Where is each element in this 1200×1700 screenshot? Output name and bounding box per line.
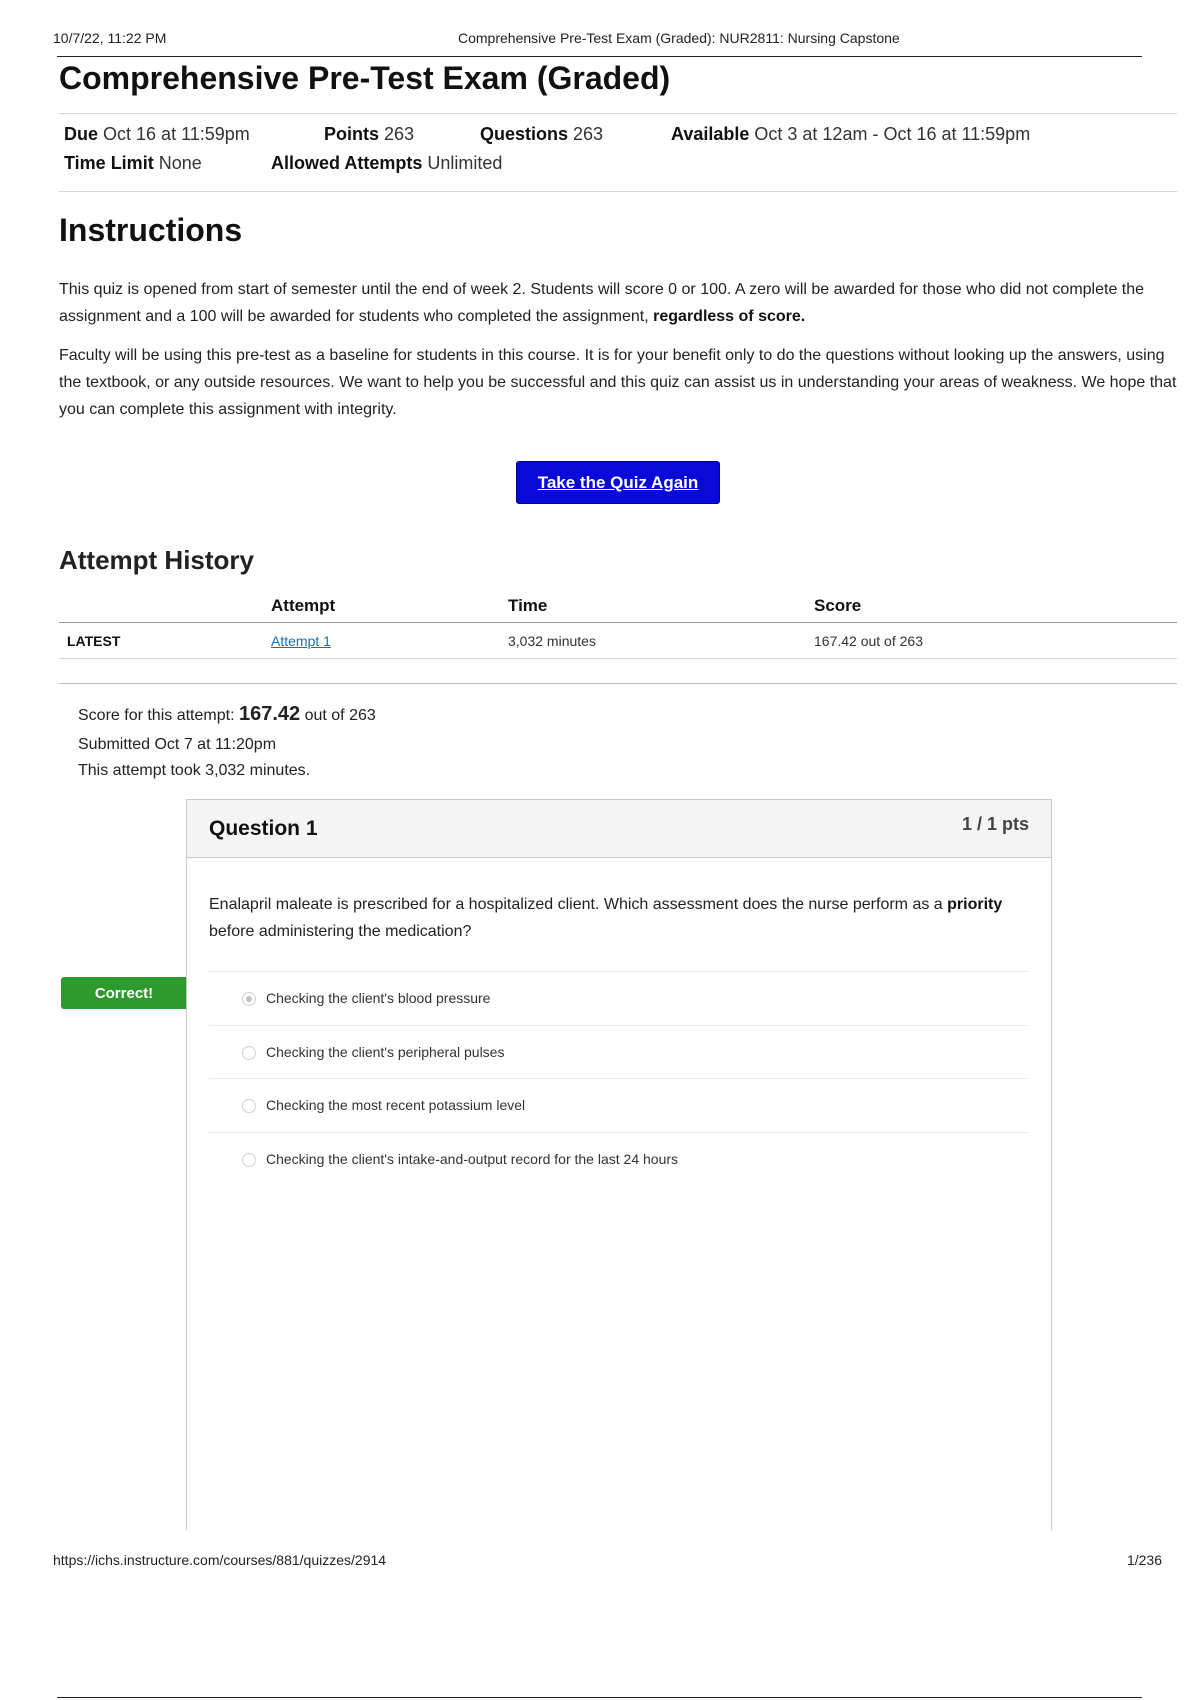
questions-label: Questions: [480, 124, 569, 144]
submitted-text: Submitted Oct 7 at 11:20pm: [78, 736, 277, 753]
print-date: 10/7/22, 11:22 PM: [53, 30, 167, 46]
column-header-attempt: Attempt: [271, 596, 336, 615]
attempt-1-link[interactable]: Attempt 1: [271, 633, 331, 649]
page-title: Comprehensive Pre-Test Exam (Graded): [59, 60, 671, 96]
time-limit-label: Time Limit: [64, 153, 154, 173]
instructions-heading: Instructions: [59, 212, 243, 248]
available-label: Available: [671, 124, 750, 144]
attempt-history-heading: Attempt History: [59, 545, 255, 575]
question-header: [187, 800, 1051, 858]
allowed-attempts-label: Allowed Attempts: [271, 153, 423, 173]
answer-text: Checking the most recent potassium level: [266, 1097, 526, 1113]
meta-time-limit: [64, 153, 202, 174]
attempt-score: 167.42 out of 263: [814, 633, 923, 649]
attempt-table-header-divider: [59, 622, 1177, 623]
instructions-paragraph-1: [59, 276, 1179, 330]
score-value: 167.42: [238, 703, 301, 725]
points-label: Points: [324, 124, 380, 144]
answer-radio[interactable]: [242, 1046, 256, 1060]
instructions-paragraph-2: Faculty will be using this pre-test as a baseline for students in this course. It is for your benefit only to do the questions without looking up the answers, using the textbook, or any outside resources. We want to help you be successful and this quiz can assist us in understanding your areas of weakness. We hope that you can complete this assignment with integrity.: [59, 347, 1177, 418]
question-text-bold: priority: [947, 896, 1003, 913]
title-divider: [59, 113, 1177, 114]
column-header-score: Score: [814, 596, 862, 615]
instructions-p1-text: This quiz is opened from start of semester until the end of week 2. Students will score 0 or 100. A zero will be awarded for those who did not complete the assignment and a 100 will be awarded for students who completed the assignment,: [59, 281, 1145, 325]
answer-option[interactable]: [209, 971, 1029, 1025]
bottom-divider: [57, 1697, 1142, 1698]
meta-points: [324, 124, 414, 145]
score-prefix: Score for this attempt:: [78, 707, 235, 724]
print-page-title: Comprehensive Pre-Test Exam (Graded): NUR2811: Nursing Capstone: [458, 30, 900, 46]
available-value: Oct 3 at 12am - Oct 16 at 11:59pm: [754, 124, 1031, 144]
score-summary: [78, 703, 376, 726]
score-suffix: out of 263: [304, 707, 376, 724]
latest-label: LATEST: [67, 633, 121, 649]
answer-option[interactable]: [209, 1132, 1029, 1186]
instructions-p1-bold: regardless of score.: [653, 308, 806, 325]
correct-label: Correct!: [61, 977, 187, 1009]
meta-due: [64, 124, 250, 145]
attempt-duration-text: This attempt took 3,032 minutes.: [78, 762, 311, 779]
answer-text: Checking the client's peripheral pulses: [266, 1044, 505, 1060]
question-text-before: Enalapril maleate is prescribed for a hospitalized client. Which assessment does the nurse perform as a: [209, 896, 943, 913]
answer-radio[interactable]: [242, 992, 256, 1006]
attempt-time: 3,032 minutes: [508, 633, 596, 649]
print-footer-url: https://ichs.instructure.com/courses/881/quizzes/2914: [53, 1552, 387, 1568]
questions-value: 263: [573, 124, 604, 144]
print-page-number: 1/236: [1126, 1552, 1162, 1568]
points-value: 263: [384, 124, 415, 144]
question-card: [186, 799, 1052, 1530]
meta-divider: [59, 191, 1177, 192]
answer-radio[interactable]: [242, 1153, 256, 1167]
correct-answer-flag: [61, 977, 203, 1009]
question-points: 1 / 1 pts: [961, 814, 1029, 834]
due-label: Due: [64, 124, 99, 144]
header-divider: [57, 56, 1142, 57]
meta-available: [671, 124, 1030, 145]
question-text: [209, 891, 1029, 945]
meta-questions: [480, 124, 603, 145]
question-text-after: before administering the medication?: [209, 923, 472, 940]
answer-radio[interactable]: [242, 1099, 256, 1113]
print-header: [53, 30, 1143, 50]
take-quiz-again-button[interactable]: Take the Quiz Again: [516, 461, 720, 504]
meta-allowed-attempts: [271, 153, 502, 174]
due-value: Oct 16 at 11:59pm: [103, 124, 250, 144]
answer-text: Checking the client's blood pressure: [266, 990, 491, 1006]
column-header-time: Time: [508, 596, 548, 615]
attempt-section-divider: [59, 683, 1177, 684]
allowed-attempts-value: Unlimited: [427, 153, 503, 173]
answer-option[interactable]: [209, 1078, 1029, 1132]
answer-text: Checking the client's intake-and-output record for the last 24 hours: [266, 1151, 679, 1167]
answer-option[interactable]: [209, 1025, 1029, 1079]
attempt-table-row-divider: [59, 658, 1177, 659]
time-limit-value: None: [158, 153, 202, 173]
question-title: Question 1: [209, 817, 318, 840]
